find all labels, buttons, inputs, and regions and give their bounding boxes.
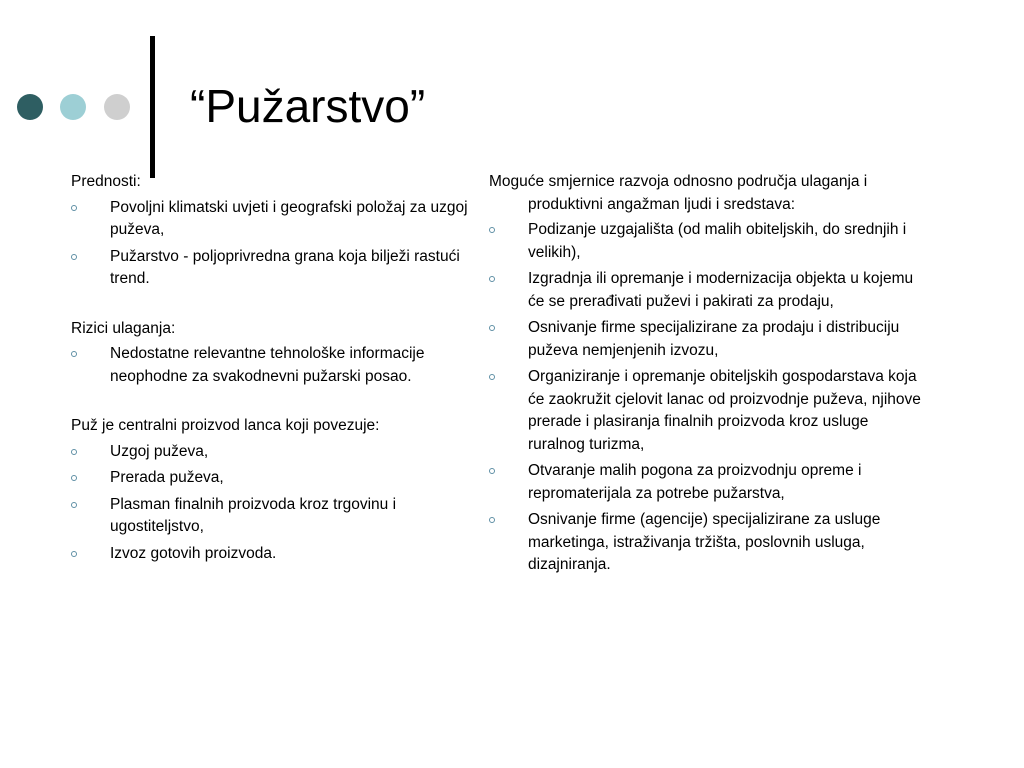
advantage-text: Pužarstvo - poljoprivredna grana koja bilježi rastući trend.	[110, 247, 460, 287]
slide-title: “Pužarstvo”	[190, 80, 426, 132]
list-item	[489, 317, 929, 362]
right-column	[489, 171, 929, 581]
risks-list	[71, 343, 471, 388]
bullet-icon	[71, 502, 77, 508]
bullet-icon	[489, 468, 495, 474]
direction-text: Podizanje uzgajališta (od malih obiteljskih, do srednjih i velikih),	[528, 221, 907, 261]
list-item	[71, 441, 471, 464]
advantages-heading: Prednosti:	[71, 173, 141, 190]
list-item	[489, 460, 929, 505]
direction-text: Organiziranje i opremanje obiteljskih gospodarstava koja će zaokružit cjelovit lanac od proizvodnje puževa, njihove prerade i plasiranja finalnih proizvoda kroz usluge ruralnog turizma,	[528, 368, 921, 453]
direction-text: Izgradnja ili opremanje i modernizacija objekta u kojemu će se prerađivati puževi i pakirati za prodaju,	[528, 270, 914, 310]
bullet-icon	[71, 449, 77, 455]
title-divider	[150, 36, 155, 178]
chain-text: Uzgoj puževa,	[110, 442, 209, 460]
bullet-icon	[489, 517, 495, 523]
list-item	[489, 509, 929, 577]
left-column	[71, 171, 471, 569]
list-item	[489, 366, 929, 456]
list-item	[71, 543, 471, 566]
directions-heading: Moguće smjernice razvoja odnosno područja ulaganja i produktivni angažman ljudi i sredstava:	[489, 173, 868, 213]
chain-text: Plasman finalnih proizvoda kroz trgovinu i ugostiteljstvo,	[110, 495, 397, 535]
risk-text: Nedostatne relevantne tehnološke informacije neophodne za svakodnevni pužarski posao.	[110, 345, 425, 385]
directions-list	[489, 219, 929, 577]
chain-text: Prerada puževa,	[110, 469, 224, 486]
bullet-icon	[71, 205, 77, 211]
bullet-icon	[71, 475, 77, 481]
decorative-dot-grey	[104, 94, 130, 120]
bullet-icon	[489, 227, 495, 233]
list-item	[71, 343, 471, 388]
list-item	[71, 246, 471, 291]
chain-text: Izvoz gotovih proizvoda.	[110, 544, 277, 562]
list-item	[71, 467, 471, 490]
decorative-dot-dark	[17, 94, 43, 120]
bullet-icon	[489, 325, 495, 331]
bullet-icon	[71, 551, 77, 557]
chain-list	[71, 441, 471, 566]
advantages-list	[71, 197, 471, 291]
direction-text: Otvaranje malih pogona za proizvodnju opreme i repromaterijala za potrebe pužarstva,	[528, 462, 862, 502]
bullet-icon	[489, 374, 495, 380]
list-item	[71, 197, 471, 242]
list-item	[489, 219, 929, 264]
decorative-dot-light	[60, 94, 86, 120]
bullet-icon	[71, 351, 77, 357]
bullet-icon	[489, 276, 495, 282]
direction-text: Osnivanje firme specijalizirane za prodaju i distribuciju puževa nemjenjenih izvozu,	[528, 319, 900, 359]
advantage-text: Povoljni klimatski uvjeti i geografski položaj za uzgoj puževa,	[110, 198, 468, 238]
list-item	[489, 268, 929, 313]
chain-heading: Puž je centralni proizvod lanca koji povezuje:	[71, 417, 380, 434]
bullet-icon	[71, 254, 77, 260]
direction-text: Osnivanje firme (agencije) specijalizirane za usluge marketinga, istraživanja tržišta, poslovnih usluga, dizajniranja.	[528, 511, 881, 573]
risks-heading: Rizici ulaganja:	[71, 319, 176, 337]
list-item	[71, 494, 471, 539]
